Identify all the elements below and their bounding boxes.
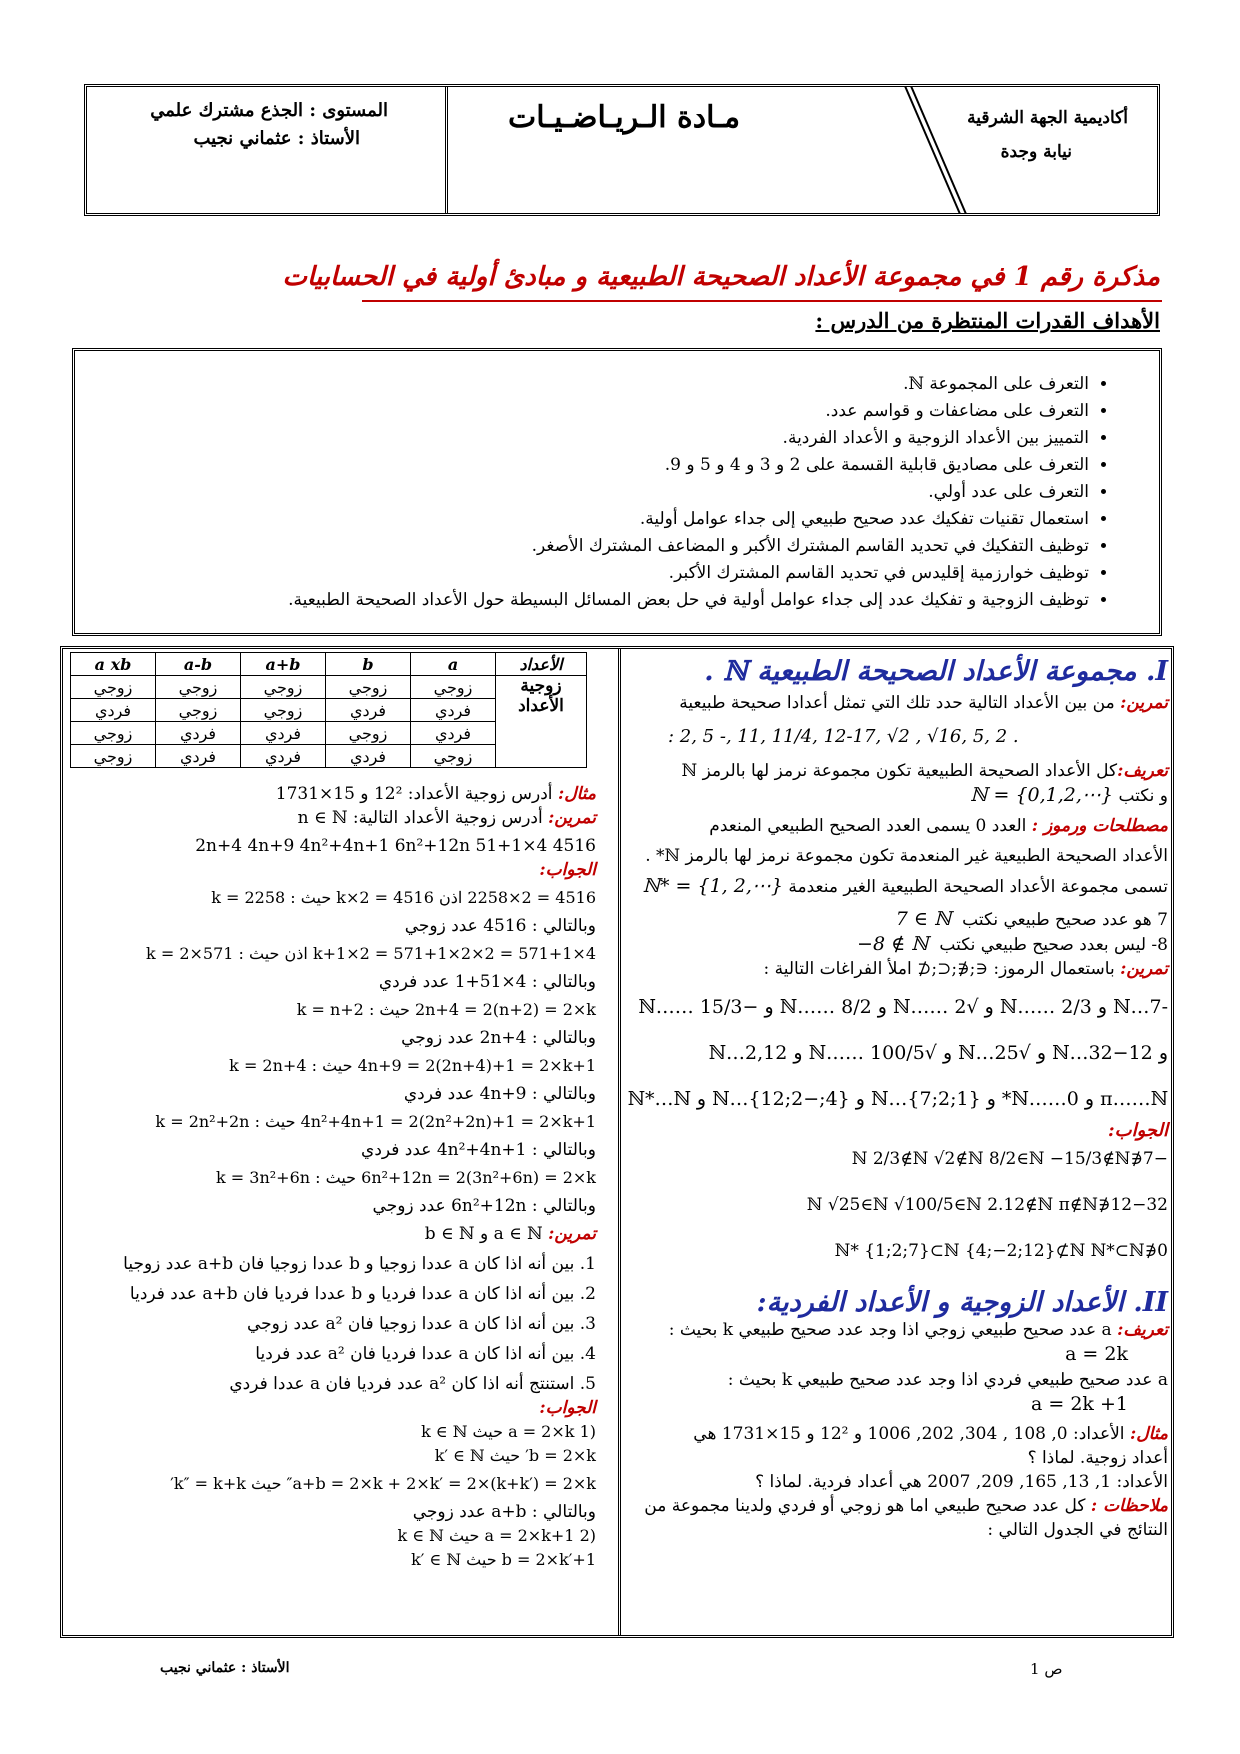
notation-text: العدد 0 يسمى العدد الصحيح الطبيعي المنعدم bbox=[709, 816, 1027, 836]
table-cell: زوجي bbox=[241, 676, 326, 699]
subject-title: مـادة الـريـاضـيـات bbox=[508, 100, 741, 135]
minus8-math: −8 ∉ ℕ bbox=[857, 933, 929, 955]
header-divider-left bbox=[445, 86, 451, 214]
exercise-2-text: باستعمال الرموز: ∈;∉;⊂;⊄ املأ الفراغات التالية : bbox=[763, 959, 1115, 979]
remarks-text-2: النتائج في الجدول التالي : bbox=[987, 1520, 1168, 1540]
exercise-text: أدرس زوجية الأعداد التالية: n ∈ ℕ bbox=[297, 808, 543, 828]
answer-label: الجواب: bbox=[1108, 1120, 1168, 1141]
answer-line: وبالتالي : 4×51+1 عدد فردي bbox=[378, 972, 596, 992]
table-cell: زوجي bbox=[156, 676, 241, 699]
table-cell: زوجي bbox=[156, 699, 241, 722]
table-cell: فردي bbox=[411, 699, 496, 722]
table-cell: فردي bbox=[241, 722, 326, 745]
answer-line: 6n²+12n = 2(3n²+6n) = 2×k حيث : k = 3n²+6n bbox=[216, 1168, 596, 1187]
answer-2-line: (2 a = 2×k+1 حيث k ∈ ℕ bbox=[397, 1526, 596, 1545]
definition-2-even: a عدد صحيح طبيعي زوجي اذا وجد عدد صحيح طبيعي k بحيث : bbox=[668, 1320, 1112, 1340]
answer-row-1: −7∉ℕ 2/3∉ℕ √2∉ℕ 8/2∈ℕ −15/3∉ℕ bbox=[851, 1149, 1168, 1169]
table-cell: زوجي bbox=[71, 676, 156, 699]
exercise-2-row-1: -7…ℕ و 2/3 ……ℕ و √2 ……ℕ و 8/2 ……ℕ و −15/3 ……ℕ bbox=[638, 996, 1168, 1018]
example-label: مثال: bbox=[1129, 1424, 1168, 1444]
answer-2-label: الجواب: bbox=[539, 1398, 596, 1418]
notation-label: مصطلحات ورموز : bbox=[1031, 816, 1168, 836]
answer-line: وبالتالي : 6n²+12n عدد زوجي bbox=[372, 1196, 596, 1216]
exercise-5-label: تمرين: bbox=[548, 1224, 596, 1244]
header-divider-right bbox=[900, 86, 970, 214]
table-header: a bbox=[411, 653, 496, 676]
odd-formula: a = 2k +1 bbox=[1031, 1393, 1128, 1415]
table-cell: زوجي bbox=[71, 722, 156, 745]
objective-item: • التمييز بين الأعداد الزوجية و الأعداد الفردية. bbox=[105, 427, 1089, 450]
table-cell: زوجي bbox=[326, 676, 411, 699]
table-row bbox=[71, 676, 587, 699]
answer-label: الجواب: bbox=[539, 860, 596, 880]
question: 2. بين أنه اذا كان a عددا فرديا و b عددا فرديا فان a+b عدد فرديا bbox=[129, 1284, 596, 1304]
table-cell: فردي bbox=[156, 722, 241, 745]
definition-text-2: و نكتب bbox=[1118, 786, 1168, 806]
answer-2-line: وبالتالي : a+b عدد زوجي bbox=[412, 1502, 596, 1522]
objective-item: • التعرف على عدد أولي. bbox=[105, 481, 1089, 504]
title-underline bbox=[362, 300, 1162, 302]
example-text-2: أعداد زوجية. لماذا ؟ bbox=[1027, 1448, 1168, 1468]
definition-text: كل الأعداد الصحيحة الطبيعية تكون مجموعة نرمز لها بالرمز ℕ bbox=[681, 761, 1118, 781]
table-cell: فردي bbox=[156, 745, 241, 768]
column-divider bbox=[618, 648, 621, 1636]
answer-2-line: (1 a = 2×k حيث k ∈ ℕ bbox=[421, 1422, 596, 1441]
example-text: الأعداد: 0, 108 , 304, 202, 1006 و 12² و 15×1731 هي bbox=[693, 1424, 1125, 1444]
exercise-numbers: 4516 4×51+1 2n+4 4n+9 4n²+4n+1 6n²+12n bbox=[195, 836, 596, 856]
answer-line: وبالتالي : 2n+4 عدد زوجي bbox=[401, 1028, 596, 1048]
academy-name: أكاديمية الجهة الشرقية bbox=[967, 108, 1128, 128]
set-n: ℕ = {0,1,2,⋯} bbox=[970, 784, 1114, 806]
table-header: b bbox=[326, 653, 411, 676]
delegation-name: نيابة وجدة bbox=[1000, 142, 1072, 162]
table-header: الأعداد bbox=[496, 653, 587, 676]
even-formula: a = 2k bbox=[1065, 1343, 1128, 1365]
objective-item: • توظيف التفكيك في تحديد القاسم المشترك الأكبر و المضاعف المشترك الأصغر. bbox=[105, 535, 1089, 558]
objective-item: • توظيف خوارزمية إقليدس في تحديد القاسم المشترك الأكبر. bbox=[105, 562, 1089, 585]
exercise-2-row-3: π……ℕ و 0……ℕ* و {1;2;7}…ℕ و {4;−2;12}…ℕ و ℕ*…ℕ bbox=[627, 1088, 1168, 1110]
table-row-label: زوجية الأعداد bbox=[496, 676, 587, 768]
answer-line: وبالتالي : 4516 عدد زوجي bbox=[404, 916, 596, 936]
section-1-title: I. مجموعة الأعداد الصحيحة الطبيعية ℕ . bbox=[704, 656, 1168, 687]
table-cell: فردي bbox=[326, 699, 411, 722]
question: 1. بين أنه اذا كان a عددا زوجيا و b عددا زوجيا فان a+b عدد زوجيا bbox=[123, 1254, 596, 1274]
exercise-2-row-2: و 12−32…ℕ و √25…ℕ و √100/5 ……ℕ و 2,12…ℕ bbox=[708, 1042, 1168, 1064]
exercise-label: تمرين: bbox=[548, 808, 596, 828]
document-title: مذكرة رقم 1 في مجموعة الأعداد الصحيحة الطبيعية و مبادئ أولية في الحسابيات bbox=[282, 262, 1160, 292]
seven-text: 7 هو عدد صحيح طبيعي نكتب bbox=[962, 910, 1168, 930]
objective-item: • توظيف الزوجية و تفكيك عدد إلى جداء عوامل أولية في حل بعض المسائل البسيطة حول الأعداد الصحيحة الطبيعية. bbox=[105, 589, 1089, 612]
parity-table bbox=[70, 652, 587, 768]
teacher-text: الأستاذ : عثماني نجيب bbox=[193, 128, 360, 149]
table-cell: فردي bbox=[326, 745, 411, 768]
question: 3. بين أنه اذا كان a عددا زوجيا فان a² عدد زوجي bbox=[246, 1314, 596, 1334]
table-cell: زوجي bbox=[411, 745, 496, 768]
objective-item: • التعرف على مصاديق قابلية القسمة على 2 و 3 و 4 و 5 و 9. bbox=[105, 454, 1089, 477]
exercise-numbers: : 2, 5 -, 11, 11/4, 12-17, √2 , √16, 5, 2 . bbox=[668, 726, 1019, 747]
nonzero-text: الأعداد الصحيحة الطبيعية غير المنعدمة تكون مجموعة نرمز لها بالرمز ℕ* . bbox=[645, 846, 1168, 866]
definition-2-odd: a عدد صحيح طبيعي فردي اذا وجد عدد صحيح طبيعي k بحيث : bbox=[727, 1370, 1168, 1390]
answer-line: 2n+4 = 2(n+2) = 2×k حيث : k = n+2 bbox=[296, 1000, 596, 1019]
table-cell: زوجي bbox=[241, 699, 326, 722]
definition-label: تعريف: bbox=[1117, 761, 1168, 781]
seven-math: 7 ∈ ℕ bbox=[895, 908, 952, 930]
exercise-label: تمرين: bbox=[1120, 693, 1168, 713]
answer-row-3: 0∉ℕ* {1;2;7}⊂ℕ {4;−2;12}⊄ℕ ℕ*⊂ℕ bbox=[834, 1241, 1168, 1261]
question: 5. استنتج أنه اذا كان a² عدد فرديا فان a عددا فردي bbox=[229, 1374, 596, 1394]
example-text-3: الأعداد: 1, 13, 165, 209, 2007 هي أعداد فردية. لماذا ؟ bbox=[755, 1472, 1168, 1492]
footer-teacher: الأستاذ : عثماني نجيب bbox=[160, 1660, 290, 1676]
exercise-2-label: تمرين: bbox=[1120, 959, 1168, 979]
table-header-row bbox=[71, 653, 587, 676]
page-number: ص 1 bbox=[1030, 1660, 1063, 1678]
example-text: أدرس زوجية الأعداد: 12² و 15×1731 bbox=[275, 784, 553, 804]
objective-item: • التعرف على المجموعة ℕ. bbox=[105, 373, 1089, 396]
left-column bbox=[66, 782, 596, 1572]
table-header: a xb bbox=[71, 653, 156, 676]
table-cell: فردي bbox=[71, 699, 156, 722]
answer-2-line: b = 2×k′+1 حيث k′ ∈ ℕ bbox=[411, 1550, 596, 1569]
table-header: a-b bbox=[156, 653, 241, 676]
objective-item: • استعمال تقنيات تفكيك عدد صحيح طبيعي إلى جداء عوامل أولية. bbox=[105, 508, 1089, 531]
answer-line: وبالتالي : 4n+9 عدد فردي bbox=[403, 1084, 596, 1104]
remarks-text: كل عدد صحيح طبيعي اما هو زوجي أو فردي ولدينا مجموعة من bbox=[644, 1496, 1086, 1516]
table-cell: فردي bbox=[241, 745, 326, 768]
answer-line: 4n²+4n+1 = 2(2n²+2n)+1 = 2×k+1 حيث : k = 2n²+2n bbox=[155, 1112, 596, 1131]
objectives-list bbox=[105, 373, 1109, 612]
question: 4. بين أنه اذا كان a عددا فرديا فان a² عدد فرديا bbox=[255, 1344, 596, 1364]
answer-2-line: b = 2×k′ حيث k′ ∈ ℕ bbox=[434, 1446, 596, 1465]
exercise-5-math: a ∈ ℕ و b ∈ ℕ bbox=[424, 1224, 543, 1244]
answer-line: 4516 = 2×2258 اذن 4516 = 2×k حيث : k = 2258 bbox=[211, 888, 596, 907]
table-cell: زوجي bbox=[326, 722, 411, 745]
definition-2-label: تعريف: bbox=[1117, 1320, 1168, 1340]
answer-2-line: a+b = 2×k + 2×k′ = 2×(k+k′) = 2×k″ حيث k″ = k+k′ bbox=[170, 1474, 596, 1493]
table-cell: زوجي bbox=[411, 676, 496, 699]
set-nstar: ℕ* = {1, 2,⋯} bbox=[642, 875, 783, 897]
objective-item: • التعرف على مضاعفات و قواسم عدد. bbox=[105, 400, 1089, 423]
table-cell: فردي bbox=[411, 722, 496, 745]
table-header: a+b bbox=[241, 653, 326, 676]
answer-row-2: 12−32∉ℕ √25∈ℕ √100/5∈ℕ 2.12∉ℕ π∉ℕ bbox=[806, 1195, 1168, 1215]
example-label: مثال: bbox=[557, 784, 596, 804]
answer-line: 4×571+1 = 2×2×571+1 = 2×k+1 اذن حيث : k = 2×571 bbox=[146, 944, 596, 963]
exercise-text: من بين الأعداد التالية حدد تلك التي تمثل أعدادا صحيحة طبيعية bbox=[679, 693, 1115, 713]
answer-line: وبالتالي : 4n²+4n+1 عدد فردي bbox=[361, 1140, 596, 1160]
nstar-text: تسمى مجموعة الأعداد الصحيحة الطبيعية الغير منعدمة bbox=[788, 877, 1168, 897]
objectives-box bbox=[72, 348, 1162, 636]
level-text: المستوى : الجذع مشترك علمي bbox=[150, 100, 388, 121]
right-column bbox=[627, 656, 1168, 1542]
answer-line: 4n+9 = 2(2n+4)+1 = 2×k+1 حيث : k = 2n+4 bbox=[229, 1056, 596, 1075]
section-2-title: II. الأعداد الزوجية و الأعداد الفردية: bbox=[756, 1287, 1168, 1318]
objectives-heading: الأهداف القدرات المنتظرة من الدرس : bbox=[815, 308, 1160, 333]
minus8-text: 8- ليس بعدد صحيح طبيعي نكتب bbox=[939, 935, 1168, 955]
table-cell: زوجي bbox=[71, 745, 156, 768]
remarks-label: ملاحظات : bbox=[1090, 1496, 1168, 1516]
